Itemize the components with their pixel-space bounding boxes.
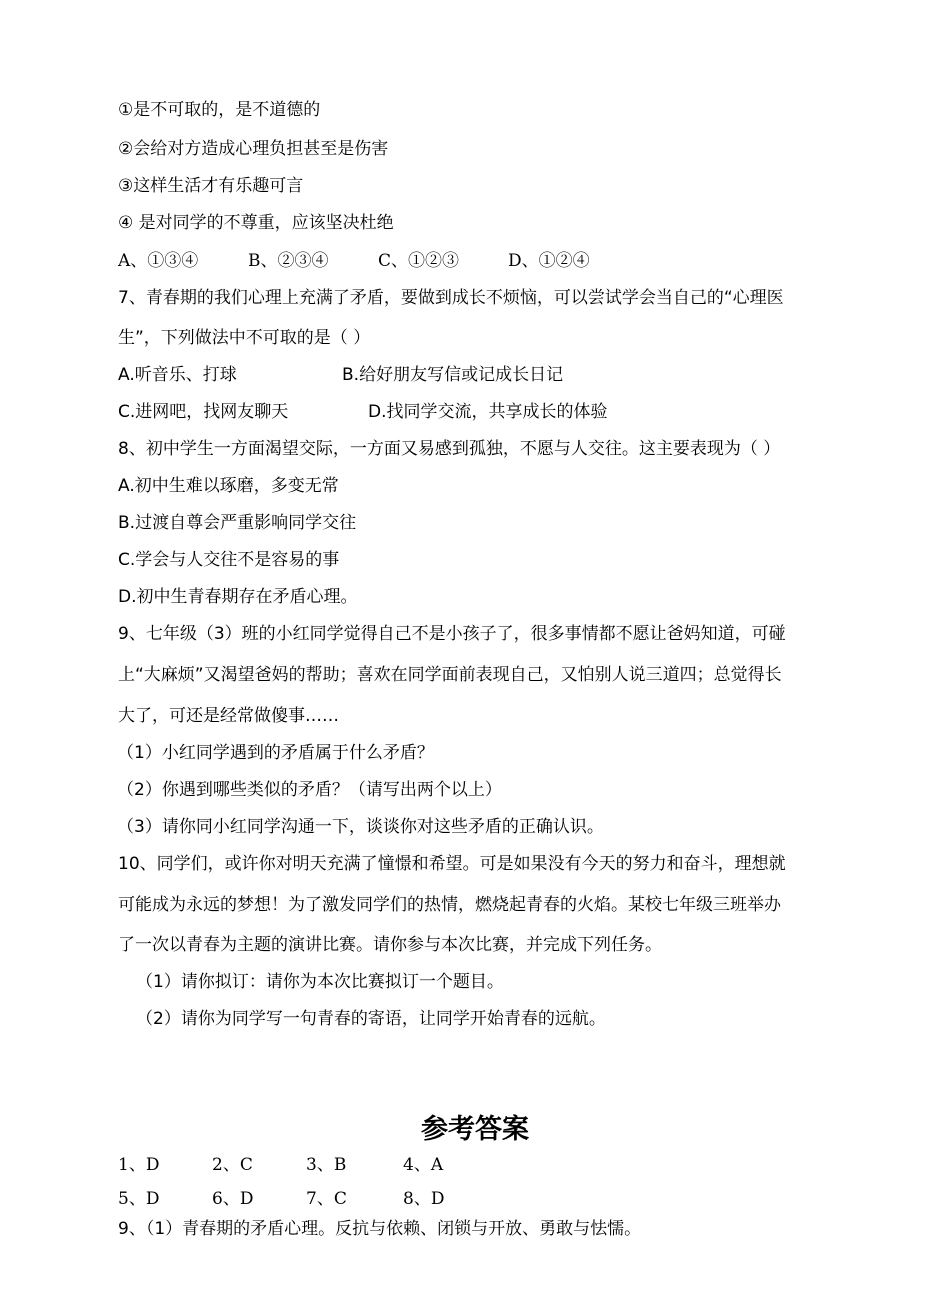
answer-8: 8、D [403,1189,445,1209]
q7-stem-line-1: 7、青春期的我们心理上充满了矛盾，要做到成长不烦恼，可以尝试学会当自己的“心理医 [118,288,784,308]
q8-option-c: C.学会与人交往不是容易的事 [118,550,340,570]
q9-sub-question-1: （1）小红同学遇到的矛盾属于什么矛盾？ [117,743,434,763]
q8-option-d: D.初中生青春期存在矛盾心理。 [118,587,358,607]
q7-option-a: A.听音乐、打球 [118,365,237,385]
q9-sub-question-2: （2）你遇到哪些类似的矛盾？（请写出两个以上） [117,780,502,800]
answer-4: 4、A [403,1155,444,1175]
answers-title: 参考答案 [421,1114,529,1145]
q10-stem-line-2: 可能成为永远的梦想！为了激发同学们的热情，燃烧起青春的火焰。某校七年级三班举办 [118,895,781,915]
q6-statement-1: ①是不可取的，是不道德的 [118,100,321,120]
answer-9: 9、（1）青春期的矛盾心理。反抗与依赖、闭锁与开放、勇敢与怯懦。 [118,1219,642,1239]
q7-stem-line-2: 生”，下列做法中不可取的是（ ） [118,328,371,348]
q6-option-b: B、②③④ [248,251,329,271]
q9-stem-line-2: 上“大麻烦”又渴望爸妈的帮助；喜欢在同学面前表现自己，又怕别人说三道四；总觉得长 [118,665,782,685]
q6-statement-2: ②会给对方造成心理负担甚至是伤害 [118,139,389,159]
q7-option-b: B.给好朋友写信或记成长日记 [342,365,564,385]
answer-7: 7、C [306,1189,347,1209]
q6-statement-3: ③这样生活才有乐趣可言 [118,176,304,196]
q7-option-c: C.进网吧，找网友聊天 [118,402,289,422]
q6-statement-4: ④ 是对同学的不尊重，应该坚决杜绝 [118,213,394,233]
q10-sub-question-1: （1）请你拟订：请你为本次比赛拟订一个题目。 [136,972,504,992]
answer-3: 3、B [306,1155,347,1175]
q7-option-d: D.找同学交流，共享成长的体验 [368,402,608,422]
q8-stem: 8、初中学生一方面渴望交际，一方面又易感到孤独，不愿与人交往。这主要表现为（ ） [118,439,781,459]
q8-option-b: B.过渡自尊会严重影响同学交往 [118,513,357,533]
q10-stem-line-1: 10、同学们，或许你对明天充满了憧憬和希望。可是如果没有今天的努力和奋斗，理想就 [118,854,786,874]
q8-option-a: A.初中生难以琢磨，多变无常 [118,476,339,496]
answer-2: 2、C [212,1155,253,1175]
answer-6: 6、D [212,1189,254,1209]
q9-stem-line-1: 9、七年级（3）班的小红同学觉得自己不是小孩子了，很多事情都不愿让爸妈知道，可碰 [118,624,786,644]
answer-1: 1、D [118,1155,160,1175]
q9-stem-line-3: 大了，可还是经常做傻事…… [118,706,339,726]
q6-option-d: D、①②④ [508,251,590,271]
q10-sub-question-2: （2）请你为同学写一句青春的寄语，让同学开始青春的远航。 [136,1009,606,1029]
q10-stem-line-3: 了一次以青春为主题的演讲比赛。请你参与本次比赛，并完成下列任务。 [118,935,662,955]
q9-sub-question-3: （3）请你同小红同学沟通一下，谈谈你对这些矛盾的正确认识。 [117,817,604,837]
answer-5: 5、D [118,1189,160,1209]
q6-option-c: C、①②③ [378,251,460,271]
q6-option-a: A、①③④ [118,251,199,271]
